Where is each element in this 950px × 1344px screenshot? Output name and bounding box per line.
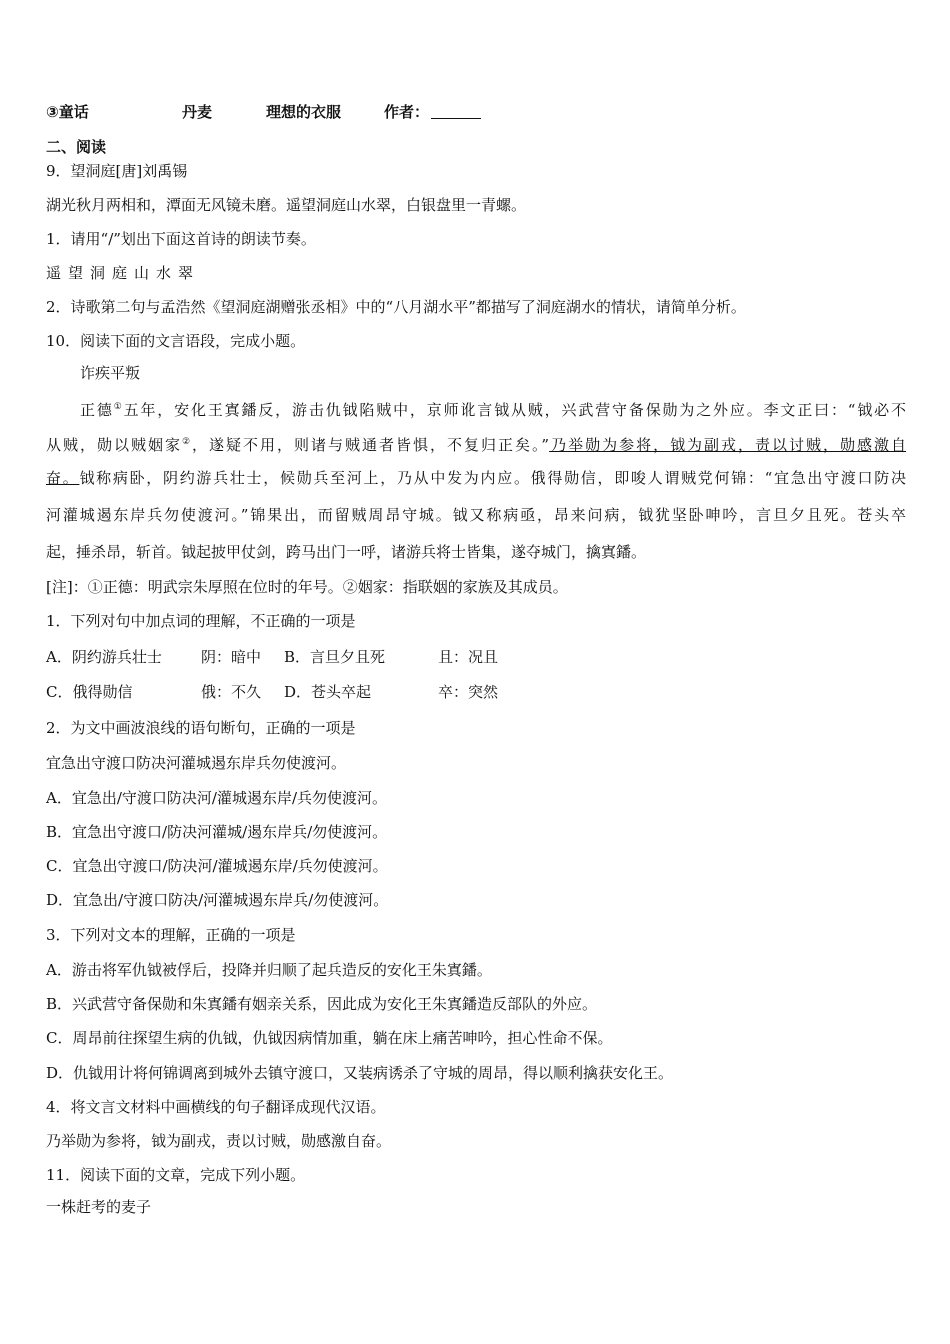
author-blank (431, 102, 481, 119)
q10-sub3-option-b: B．兴武营守备保勋和朱寘鐇有姻亲关系，因此成为安化王朱寘鐇造反部队的外应。 (46, 995, 598, 1013)
q10-sub4-text: 乃举勋为参将，钺为副戎，责以讨贼，勋感激自奋。 (46, 1132, 392, 1150)
passage-text: 钺称病卧，阴约游兵壮士，候勋兵至河上，乃从中发为内应。俄得勋信，即唆人谓贼党何锦：“宜急出守渡口防决 (79, 469, 906, 487)
passage-note: [注]：①正德：明武宗朱厚照在位时的年号。②姻家：指联姻的家族及其成员。 (46, 578, 568, 596)
q10-sub2: 2．为文中画波浪线的语句断句，正确的一项是 (46, 719, 356, 737)
passage-title: 诈疾平叛 (80, 364, 141, 382)
q10-title: 10．阅读下面的文言语段，完成小题。 (46, 332, 306, 350)
q10-sub2-option-b: B．宜急出守渡口/防决河灌城/遏东岸兵/勿使渡河。 (46, 823, 388, 841)
passage-text: 从贼，勋以贼姻家 (46, 436, 182, 454)
passage-text: 正德 (80, 401, 114, 419)
q10-sub2-option-a: A．宜急出/守渡口防决河/灌城遏东岸/兵勿使渡河。 (46, 789, 387, 807)
q9-poem: 湖光秋月两相和，潭面无风镜未磨。遥望洞庭山水翠，白银盘里一青螺。 (46, 196, 527, 214)
q9-title: 9．望洞庭[唐]刘禹锡 (46, 162, 188, 180)
passage-line-5: 起，捶杀昂，斩首。钺起披甲仗剑，跨马出门一呼，诸游兵将士皆集，遂夺城门，擒寘鐇。 (46, 543, 647, 561)
underlined-sentence: 乃举勋为参将，钺为副戎，责以讨贼，勋感激自 (549, 436, 906, 454)
passage-line-4: 河灌城遏东岸兵勿使渡河。”锦果出，而留贼周昂守城。钺又称病亟，昂来问病，钺犹坚卧呻吟，言旦夕且死。苍头卒 (46, 506, 906, 524)
option-b-gloss: 且：况且 (438, 648, 499, 666)
option-c: C．俄得勋信 (46, 683, 133, 701)
option-d: D．苍头卒起 (284, 683, 372, 701)
footnote-marker-2: ② (181, 437, 193, 447)
q10-sub2-option-d: D．宜急出/守渡口防决/河灌城遏东岸兵/勿使渡河。 (46, 891, 389, 909)
q10-sub2-text: 宜急出守渡口防决河灌城遏东岸兵勿使渡河。 (46, 754, 347, 772)
q9-poem-line: 遥望洞庭山水翠 (46, 264, 201, 282)
passage-line-1 (80, 396, 906, 421)
option-a-gloss: 阴：暗中 (201, 648, 262, 666)
header-country: 丹麦 (182, 103, 213, 121)
q9-sub1: 1．请用“/”划出下面这首诗的朗读节奏。 (46, 230, 316, 248)
footnote-marker-1: ① (113, 402, 124, 412)
q10-sub3-option-d: D．仇钺用计将何锦调离到城外去镇守渡口，又装病诱杀了守城的周昂，得以顺利擒获安化王。 (46, 1064, 674, 1082)
passage-line-2 (46, 431, 906, 456)
header-genre: ③童话 (46, 103, 89, 121)
q10-sub3-option-c: C．周昂前往探望生病的仇钺，仇钺因病情加重，躺在床上痛苦呻吟，担心性命不保。 (46, 1029, 613, 1047)
q10-sub3: 3．下列对文本的理解，正确的一项是 (46, 926, 296, 944)
option-c-gloss: 俄：不久 (201, 683, 262, 701)
q10-sub4: 4．将文言文材料中画横线的句子翻译成现代汉语。 (46, 1098, 386, 1116)
section-title: 二、阅读 (46, 138, 107, 156)
q11-title: 11．阅读下面的文章，完成下列小题。 (46, 1166, 306, 1184)
q10-sub2-option-c: C．宜急出守渡口/防决河/灌城遏东岸/兵勿使渡河。 (46, 857, 388, 875)
passage-text: ，遂疑不用，则诸与贼通者皆惧，不复归正矣。” (192, 436, 550, 454)
underlined-sentence: 奋。 (46, 469, 80, 487)
q10-sub3-option-a: A．游击将军仇钺被俘后，投降并归顺了起兵造反的安化王朱寘鐇。 (46, 961, 492, 979)
passage-line-3 (46, 467, 906, 489)
passage-text: 五年，安化王寘鐇反，游击仇钺陷贼中，京师讹言钺从贼，兴武营守备保勋为之外应。李文正曰：“钺必不 (123, 401, 906, 419)
q9-sub2: 2．诗歌第二句与孟浩然《望洞庭湖赠张丞相》中的“八月湖水平”都描写了洞庭湖水的情状，请简单分析。 (46, 298, 746, 316)
header-line (46, 101, 906, 123)
header-author (384, 101, 481, 123)
article-title: 一株赶考的麦子 (46, 1198, 152, 1216)
header-title: 理想的衣服 (266, 103, 342, 121)
option-b: B．言旦夕且死 (284, 648, 386, 666)
q10-sub1: 1．下列对句中加点词的理解，不正确的一项是 (46, 612, 356, 630)
option-d-gloss: 卒：突然 (438, 683, 499, 701)
header-author-label: 作者： (384, 103, 430, 121)
option-a: A．阴约游兵壮士 (46, 648, 162, 666)
